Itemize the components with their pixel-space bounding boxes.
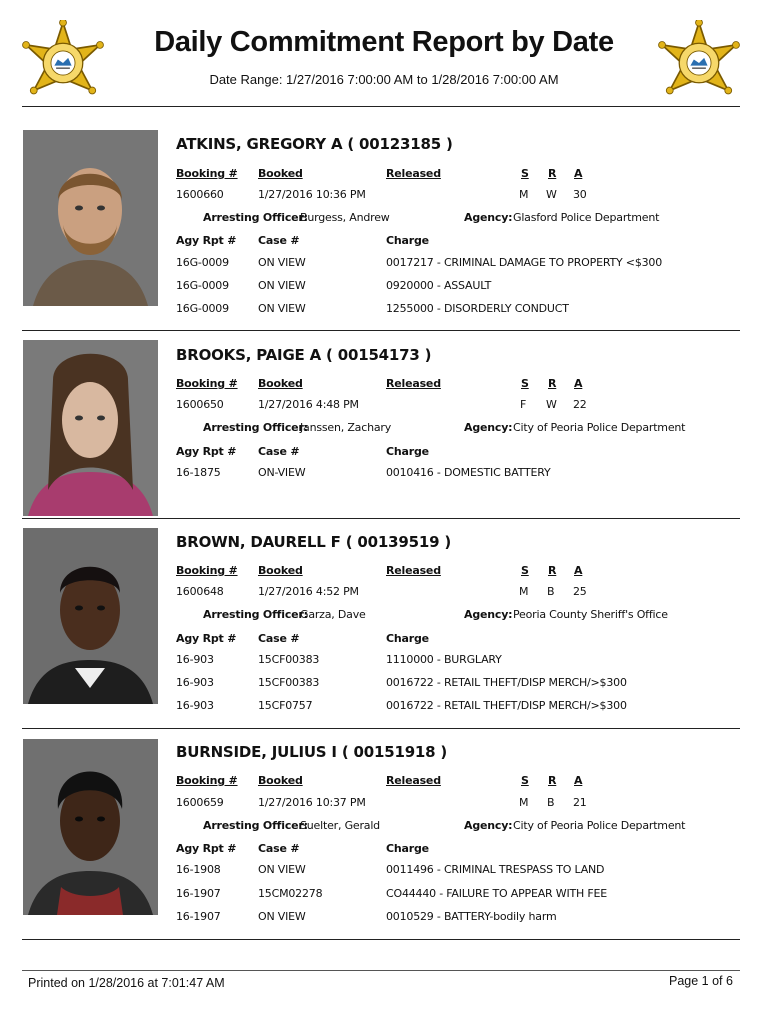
charge-case: ON VIEW (258, 279, 306, 292)
agy-rpt-header: Agy Rpt # (176, 445, 237, 458)
charge-description: 0016722 - RETAIL THEFT/DISP MERCH/>$300 (386, 676, 627, 689)
agency-value: City of Peoria Police Department (513, 819, 686, 832)
agency-value: City of Peoria Police Department (513, 421, 686, 434)
charge-agy-rpt: 16G-0009 (176, 302, 229, 315)
charge-description: CO44440 - FAILURE TO APPEAR WITH FEE (386, 887, 608, 900)
race-value: B (547, 585, 555, 598)
arresting-officer-value: Garza, Dave (300, 608, 366, 621)
booking-header: Booking # (176, 167, 238, 180)
booking-header: Booking # (176, 774, 238, 787)
inmate-name: ATKINS, GREGORY A ( 00123185 ) (176, 135, 453, 153)
booked-header: Booked (258, 377, 303, 390)
inmate-name: BROOKS, PAIGE A ( 00154173 ) (176, 346, 432, 364)
race-value: W (546, 188, 557, 201)
age-value: 21 (573, 796, 587, 809)
arresting-officer-value: Suelter, Gerald (300, 819, 380, 832)
race-header: R (548, 377, 557, 390)
sex-header: S (521, 167, 529, 180)
charge-case: ON VIEW (258, 863, 306, 876)
report-title: Daily Commitment Report by Date (154, 26, 614, 58)
age-value: 22 (573, 398, 587, 411)
arresting-officer-label: Arresting Officer: (203, 211, 308, 224)
booked-datetime: 1/27/2016 10:36 PM (258, 188, 366, 201)
agency-value: Glasford Police Department (513, 211, 660, 224)
inmate-name: BURNSIDE, JULIUS I ( 00151918 ) (176, 743, 448, 761)
charge-header: Charge (386, 445, 429, 458)
inmate-name: BROWN, DAURELL F ( 00139519 ) (176, 533, 451, 551)
charge-agy-rpt: 16G-0009 (176, 256, 229, 269)
sheriff-badge-right-icon (656, 20, 742, 106)
released-header: Released (386, 774, 441, 787)
charge-description: 1110000 - BURGLARY (386, 653, 502, 666)
booking-photo (23, 130, 158, 306)
sex-value: F (520, 398, 527, 411)
record-divider (22, 518, 740, 519)
released-header: Released (386, 377, 441, 390)
charge-header: Charge (386, 842, 429, 855)
booking-photo (23, 739, 158, 915)
charge-description: 1255000 - DISORDERLY CONDUCT (386, 302, 569, 315)
charge-description: 0010529 - BATTERY-bodily harm (386, 910, 557, 923)
age-header: A (574, 377, 583, 390)
age-header: A (574, 564, 583, 577)
agy-rpt-header: Agy Rpt # (176, 842, 237, 855)
arresting-officer-value: Burgess, Andrew (300, 211, 390, 224)
date-range: Date Range: 1/27/2016 7:00:00 AM to 1/28/2016 7:00:00 AM (209, 72, 559, 87)
charge-case: 15CF00383 (258, 676, 320, 689)
charge-agy-rpt: 16G-0009 (176, 279, 229, 292)
race-header: R (548, 167, 557, 180)
race-header: R (548, 774, 557, 787)
charge-description: 0017217 - CRIMINAL DAMAGE TO PROPERTY <$300 (386, 256, 663, 269)
charge-case: ON-VIEW (258, 466, 306, 479)
charge-description: 0920000 - ASSAULT (386, 279, 492, 292)
age-header: A (574, 167, 583, 180)
header-divider (22, 106, 740, 107)
footer-divider (22, 970, 740, 971)
case-header: Case # (258, 234, 300, 247)
age-value: 25 (573, 585, 587, 598)
age-value: 30 (573, 188, 587, 201)
charge-case: ON VIEW (258, 302, 306, 315)
record-divider (22, 728, 740, 729)
charge-case: ON VIEW (258, 256, 306, 269)
charge-case: 15CF0757 (258, 699, 313, 712)
charge-header: Charge (386, 234, 429, 247)
charge-agy-rpt: 16-903 (176, 653, 214, 666)
agency-label: Agency: (464, 608, 513, 621)
arresting-officer-label: Arresting Officer: (203, 421, 308, 434)
arresting-officer-value: Janssen, Zachary (300, 421, 392, 434)
sex-header: S (521, 377, 529, 390)
charge-agy-rpt: 16-1908 (176, 863, 221, 876)
charge-case: 15CF00383 (258, 653, 320, 666)
booked-header: Booked (258, 564, 303, 577)
booked-header: Booked (258, 774, 303, 787)
case-header: Case # (258, 842, 300, 855)
booking-number: 1600650 (176, 398, 224, 411)
sex-header: S (521, 774, 529, 787)
page-number: Page 1 of 6 (669, 974, 733, 988)
booked-header: Booked (258, 167, 303, 180)
agency-label: Agency: (464, 421, 513, 434)
booked-datetime: 1/27/2016 10:37 PM (258, 796, 366, 809)
case-header: Case # (258, 445, 300, 458)
arresting-officer-label: Arresting Officer: (203, 608, 308, 621)
agy-rpt-header: Agy Rpt # (176, 632, 237, 645)
booked-datetime: 1/27/2016 4:48 PM (258, 398, 359, 411)
released-header: Released (386, 167, 441, 180)
booked-datetime: 1/27/2016 4:52 PM (258, 585, 359, 598)
charge-case: 15CM02278 (258, 887, 323, 900)
booking-number: 1600659 (176, 796, 224, 809)
booking-photo (23, 340, 158, 516)
age-header: A (574, 774, 583, 787)
sex-value: M (519, 585, 529, 598)
agency-value: Peoria County Sheriff's Office (513, 608, 668, 621)
charge-case: ON VIEW (258, 910, 306, 923)
race-value: W (546, 398, 557, 411)
sex-value: M (519, 796, 529, 809)
record-divider (22, 330, 740, 331)
sex-value: M (519, 188, 529, 201)
record-divider (22, 939, 740, 940)
charge-description: 0010416 - DOMESTIC BATTERY (386, 466, 551, 479)
race-header: R (548, 564, 557, 577)
agy-rpt-header: Agy Rpt # (176, 234, 237, 247)
charge-agy-rpt: 16-1907 (176, 887, 221, 900)
charge-header: Charge (386, 632, 429, 645)
booking-number: 1600648 (176, 585, 224, 598)
charge-agy-rpt: 16-1875 (176, 466, 221, 479)
charge-agy-rpt: 16-1907 (176, 910, 221, 923)
case-header: Case # (258, 632, 300, 645)
released-header: Released (386, 564, 441, 577)
booking-header: Booking # (176, 564, 238, 577)
booking-photo (23, 528, 158, 704)
agency-label: Agency: (464, 211, 513, 224)
charge-agy-rpt: 16-903 (176, 676, 214, 689)
agency-label: Agency: (464, 819, 513, 832)
charge-description: 0011496 - CRIMINAL TRESPASS TO LAND (386, 863, 605, 876)
charge-description: 0016722 - RETAIL THEFT/DISP MERCH/>$300 (386, 699, 627, 712)
report-header (0, 0, 768, 108)
printed-timestamp: Printed on 1/28/2016 at 7:01:47 AM (28, 976, 225, 990)
arresting-officer-label: Arresting Officer: (203, 819, 308, 832)
race-value: B (547, 796, 555, 809)
sheriff-badge-left-icon (20, 20, 106, 106)
sex-header: S (521, 564, 529, 577)
booking-header: Booking # (176, 377, 238, 390)
charge-agy-rpt: 16-903 (176, 699, 214, 712)
booking-number: 1600660 (176, 188, 224, 201)
